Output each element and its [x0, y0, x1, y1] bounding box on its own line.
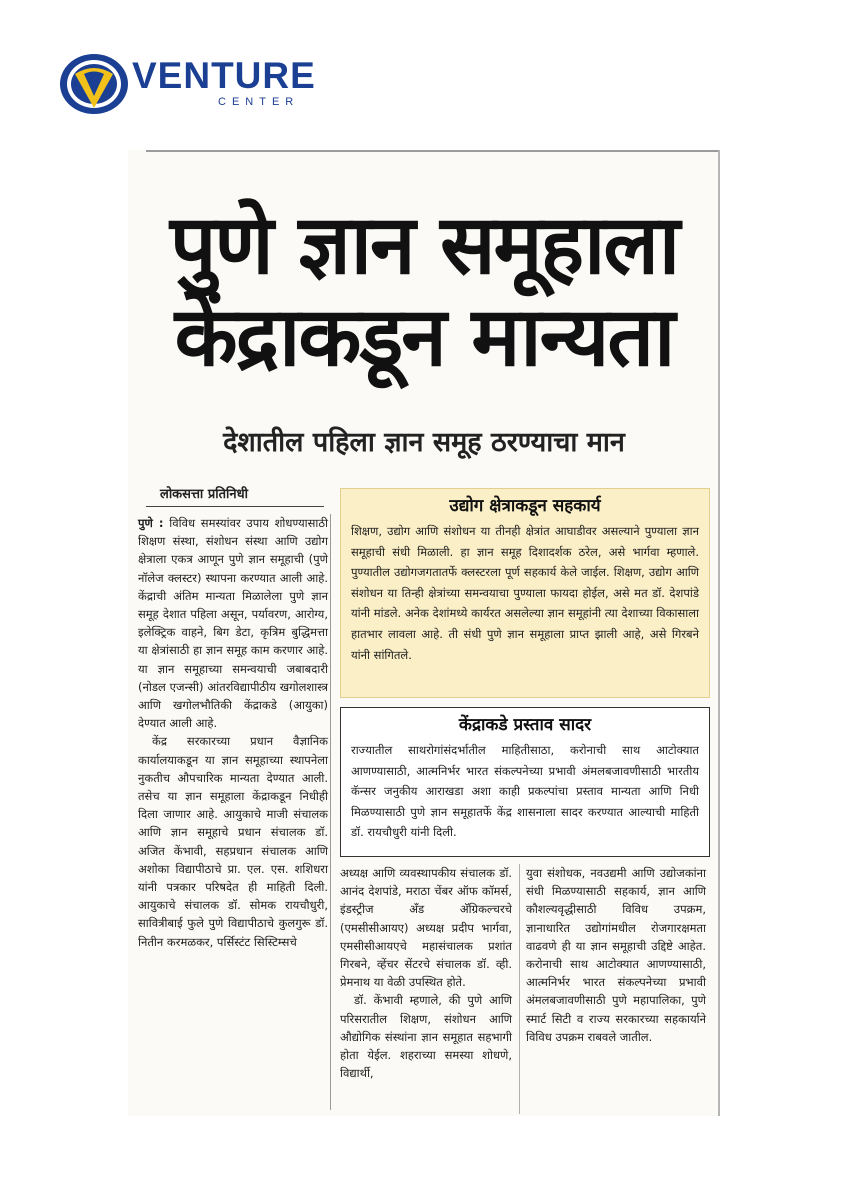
column-divider	[330, 514, 331, 1110]
sidebar-box-industry-cooperation	[340, 488, 710, 698]
left-paragraph-2: केंद्र सरकारच्या प्रधान वैज्ञानिक कार्यालयाकडून या ज्ञान समूहाच्या स्थापनेला नुकतीच औपचारिक मान्यता देण्यात आली. तसेच या ज्ञान समूहाला केंद्राकडून निधीही दिला जाणार आहे. आयुकाचे माजी संचालक आणि ज्ञान समूहाचे प्रधान संचालक डॉ. अजित केंभावी, सहप्रधान संचालक आणि अशोका विद्यापीठाचे प्रा. एल. एस. शशिधरा यांनी पत्रकार परिषदेत ही माहिती दिली. आयुकाचे संचालक डॉ. सोमक रायचौधुरी, सावित्रीबाई फुले पुणे विद्यापीठाचे कुलगुरू डॉ. नितीन करमळकर, पर्सिस्टंट सिस्टिम्सचे	[138, 734, 328, 949]
right-paragraph-1: युवा संशोधक, नवउद्यमी आणि उद्योजकांना संधी मिळण्यासाठी सहकार्य, ज्ञान आणि कौशल्यवृद्धीसाठी विविध उपक्रम, ज्ञानाधारित उद्योगांमधील रोजगारक्षमता वाढवणे ही या ज्ञान समूहाची उद्दिष्टे आहेत. करोनाची साथ आटोक्यात आणण्यासाठी, आत्मनिर्भर भारत संकल्पनेच्या प्रभावी अंमलबजावणीसाठी पुणे महापालिका, पुणे स्मार्ट सिटी व राज्य सरकारच्या सहकार्याने विविध उपक्रम राबवले जातील.	[526, 866, 706, 1044]
box2-body: राज्यातील साथरोगांसंदर्भातील माहितीसाठा, करोनाची साथ आटोक्यात आणण्यासाठी, आत्मनिर्भर भारत संकल्पनेच्या प्रभावी अंमलबजावणीसाठी भारतीय कॅन्सर जनुकीय आराखडा अशा काही प्रकल्पांचा प्रस्ताव मान्यता आणि निधी मिळण्यासाठी पुणे ज्ञान समूहातर्फे केंद्र शासनाला सादर करण्यात आल्याची माहिती डॉ. रायचौधुरी यांनी दिली.	[351, 743, 699, 840]
dateline: पुणे :	[138, 516, 164, 530]
venture-center-logo	[58, 52, 338, 118]
headline-line-2: केंद्राकडून मान्यता	[174, 290, 674, 385]
box1-body: शिक्षण, उद्योग आणि संशोधन या तीनही क्षेत्रांत आघाडीवर असल्याने पुण्याला ज्ञान समूहाची संधी मिळाली. हा ज्ञान समूह दिशादर्शक ठरेल, असे भार्गवा म्हणाले. पुण्यातील उद्योगजगतातर्फे क्लस्टरला पूर्ण सहकार्य केले जाईल. शिक्षण, उद्योग आणि संशोधन या तिन्ही क्षेत्रांच्या समन्वयाचा पुण्याला फायदा होईल, असे मत डॉ. देशपांडे यांनी मांडले. अनेक देशांमध्ये कार्यरत असलेल्या ज्ञान समूहांनी त्या देशाच्या विकासाला हातभार लावला आहे. ती संधी पुणे ज्ञान समूहाला प्राप्त झाली आहे, असे गिरबने यांनी सांगितले.	[351, 524, 699, 662]
headline-line-1: पुणे ज्ञान समूहाला	[169, 198, 679, 293]
sidebar-box-proposal	[340, 707, 710, 857]
venture-center-emblem-icon	[58, 52, 132, 116]
newspaper-clipping	[128, 150, 720, 1116]
subheadline: देशातील पहिला ज्ञान समूह ठरण्याचा मान	[223, 427, 625, 458]
article-column-left	[138, 514, 328, 951]
top-rule	[146, 150, 718, 152]
article-column-right	[526, 864, 706, 1046]
box2-title: केंद्राकडे प्रस्ताव सादर	[458, 715, 592, 735]
byline-rule	[146, 506, 324, 507]
column-divider	[519, 864, 520, 1114]
middle-paragraph-2: डॉ. केंभावी म्हणाले, की पुणे आणि परिसरातील शिक्षण, संशोधन आणि औद्योगिक संस्थांना ज्ञान समूहात सहभागी होता येईल. शहराच्या समस्या शोधणे, विद्यार्थी,	[340, 993, 512, 1081]
logo-wordmark: VENTURE	[132, 55, 316, 96]
left-paragraph-1-text: विविध समस्यांवर उपाय शोधण्यासाठी शिक्षण संस्था, संशोधन संस्था आणि उद्योग क्षेत्राला एकत्र आणून पुणे ज्ञान समूहाची (पुणे नॉलेज क्लस्टर) स्थापना करण्यात आली आहे. केंद्राची अंतिम मान्यता मिळालेला पुणे ज्ञान समूह देशात पहिला असून, पर्यावरण, आरोग्य, इलेक्ट्रिक वाहने, बिग डेटा, कृत्रिम बुद्धिमत्ता या क्षेत्रांसाठी हा ज्ञान समूह काम करणार आहे. या ज्ञान समूहाच्या समन्वयाची जबाबदारी (नोडल एजन्सी) आंतरविद्यापीठीय खगोलशास्त्र आणि खगोलभौतिकी केंद्राकडे (आयुका) देण्यात आली आहे.	[138, 516, 329, 731]
left-paragraph-1	[138, 514, 328, 732]
box1-title: उद्योग क्षेत्राकडून सहकार्य	[449, 496, 601, 516]
logo-subtitle: CENTER	[218, 96, 300, 108]
middle-paragraph-1: अध्यक्ष आणि व्यवस्थापकीय संचालक डॉ. आनंद देशपांडे, मराठा चेंबर ऑफ कॉमर्स, इंडस्ट्रीज अँड अ‍ॅग्रिकल्चरचे (एमसीसीआयए) अध्यक्ष प्रदीप भार्गवा, एमसीसीआयएचे महासंचालक प्रशांत गिरबने, व्हेंचर सेंटरचे संचालक डॉ. व्ही. प्रेमनाथ या वेळी उपस्थित होते.	[340, 866, 512, 990]
article-column-middle	[340, 864, 512, 1082]
byline: लोकसत्ता प्रतिनिधी	[160, 487, 248, 502]
